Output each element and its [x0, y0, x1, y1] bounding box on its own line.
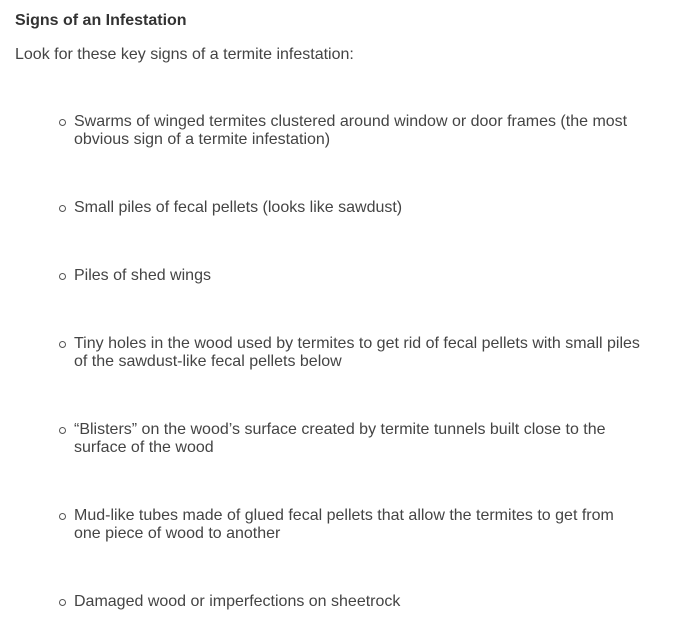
- list-item-text: Tiny holes in the wood used by termites to get rid of fecal pellets with small piles of the sawdust-like fecal pellets below: [74, 335, 640, 370]
- list-item: [74, 507, 644, 543]
- list-item: [74, 421, 644, 457]
- list-item: [74, 199, 644, 217]
- circle-bullet-icon: [59, 341, 66, 348]
- list-item: [74, 593, 644, 611]
- list-item-text: Small piles of fecal pellets (looks like sawdust): [74, 199, 403, 216]
- circle-bullet-icon: [59, 205, 66, 212]
- list-item-text: “Blisters” on the wood’s surface created by termite tunnels built close to the surface of the wood: [74, 421, 606, 456]
- circle-bullet-icon: [59, 119, 66, 126]
- section-heading: Signs of an Infestation: [15, 12, 187, 29]
- circle-bullet-icon: [59, 427, 66, 434]
- list-item-text: Swarms of winged termites clustered around window or door frames (the most obvious sign of a termite infestation): [74, 113, 628, 148]
- list-item-text: Piles of shed wings: [74, 267, 211, 284]
- circle-bullet-icon: [59, 273, 66, 280]
- list-item-text: Damaged wood or imperfections on sheetrock: [74, 593, 401, 610]
- intro-text: Look for these key signs of a termite infestation:: [15, 46, 354, 63]
- circle-bullet-icon: [59, 513, 66, 520]
- list-item-text: Mud-like tubes made of glued fecal pellets that allow the termites to get from one piece of wood to another: [74, 507, 614, 542]
- list-item: [74, 267, 644, 285]
- list-item: [74, 113, 644, 149]
- circle-bullet-icon: [59, 599, 66, 606]
- list-item: [74, 335, 644, 371]
